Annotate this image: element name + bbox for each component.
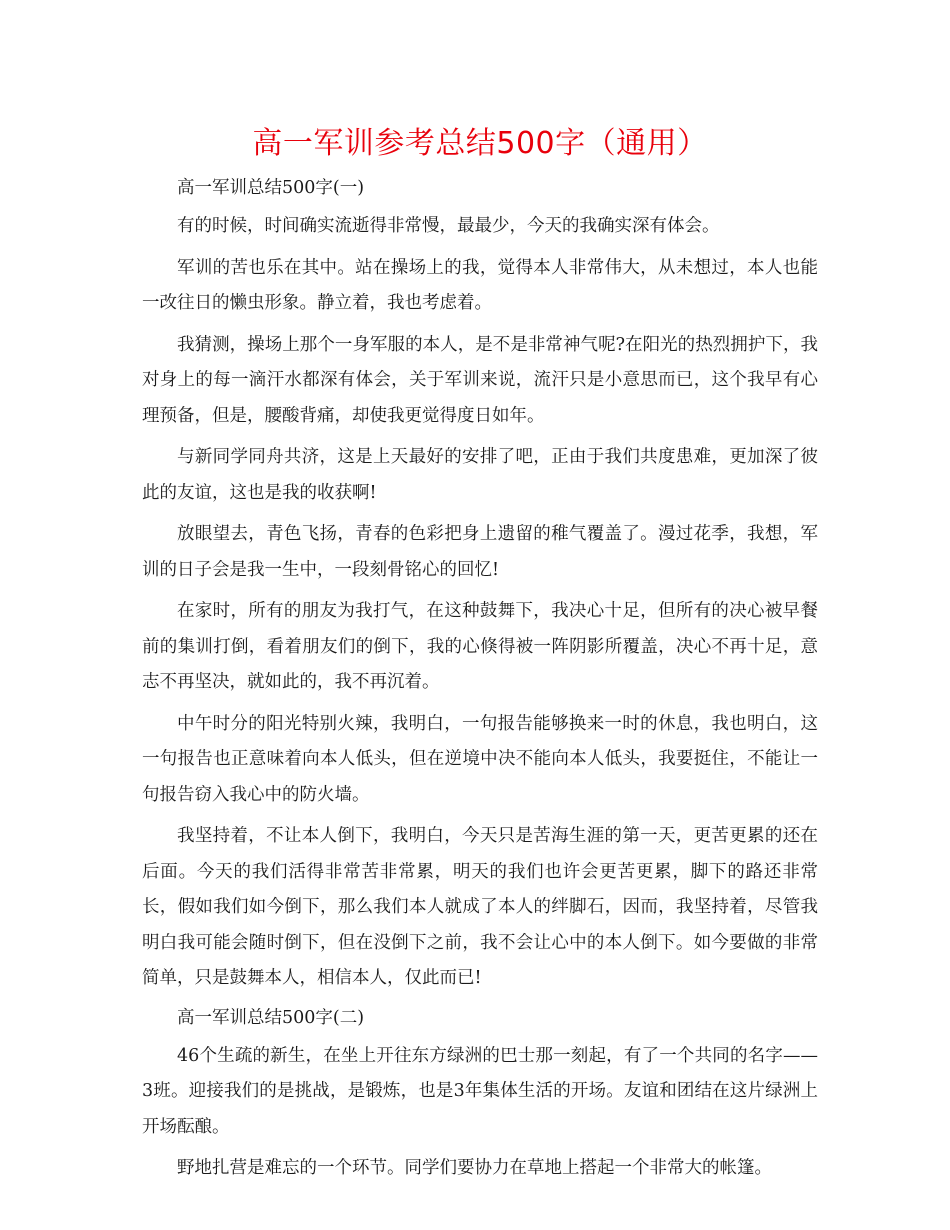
paragraph: 军训的苦也乐在其中。站在操场上的我，觉得本人非常伟大，从未想过，本人也能一改往日的懒虫形象。静立着，我也考虑着。 bbox=[142, 257, 818, 313]
paragraph: 中午时分的阳光特别火辣，我明白，一句报告能够换来一时的休息，我也明白，这一句报告也正意味着向本人低头，但在逆境中决不能向本人低头，我要挺住，不能让一句报告窃入我心中的防火墙。 bbox=[142, 713, 818, 805]
paragraph: 我猜测，操场上那个一身军服的本人，是不是非常神气呢?在阳光的热烈拥护下，我对身上的每一滴汗水都深有体会，关于军训来说，流汗只是小意思而已，这个我早有心理预备，但是，腰酸背痛，却使我更觉得度日如年。 bbox=[142, 334, 818, 426]
document-title: 高一军训参考总结500字（通用） bbox=[252, 126, 708, 161]
section-heading: 高一军训总结500字(二) bbox=[177, 1007, 365, 1028]
paragraph: 在家时，所有的朋友为我打气，在这种鼓舞下，我决心十足，但所有的决心被早餐前的集训打倒，看着朋友们的倒下，我的心倏得被一阵阴影所覆盖，决心不再十足，意志不再坚决，就如此的，我不再沉着。 bbox=[142, 601, 818, 692]
paragraph: 野地扎营是难忘的一个环节。同学们要协力在草地上搭起一个非常大的帐篷。 bbox=[177, 1158, 772, 1178]
paragraph: 放眼望去，青色飞扬，青春的色彩把身上遗留的稚气覆盖了。漫过花季，我想，军训的日子会是我一生中，一段刻骨铭心的回忆! bbox=[142, 524, 818, 580]
paragraph: 与新同学同舟共济，这是上天最好的安排了吧，正由于我们共度患难，更加深了彼此的友谊，这也是我的收获啊! bbox=[142, 447, 818, 503]
paragraph: 46个生疏的新生，在坐上开往东方绿洲的巴士那一刻起，有了一个共同的名字——3班。迎接我们的是挑战，是锻炼，也是3年集体生活的开场。友谊和团结在这片绿洲上开场酝酿。 bbox=[142, 1045, 818, 1137]
section-heading: 高一军训总结500字(一) bbox=[177, 178, 365, 198]
paragraph: 我坚持着，不让本人倒下，我明白，今天只是苦海生涯的第一天，更苦更累的还在后面。今天的我们活得非常苦非常累，明天的我们也许会更苦更累，脚下的路还非常长，假如我们如今倒下，那么我们本人就成了本人的绊脚石，因而，我坚持着，尽管我明白我可能会随时倒下，但在没倒下之前，我不会让心中的本人倒下。如今要做的非常简单，只是鼓舞本人，相信本人，仅此而已! bbox=[142, 826, 818, 988]
paragraph: 有的时候，时间确实流逝得非常慢，最最少，今天的我确实深有体会。 bbox=[177, 216, 720, 236]
